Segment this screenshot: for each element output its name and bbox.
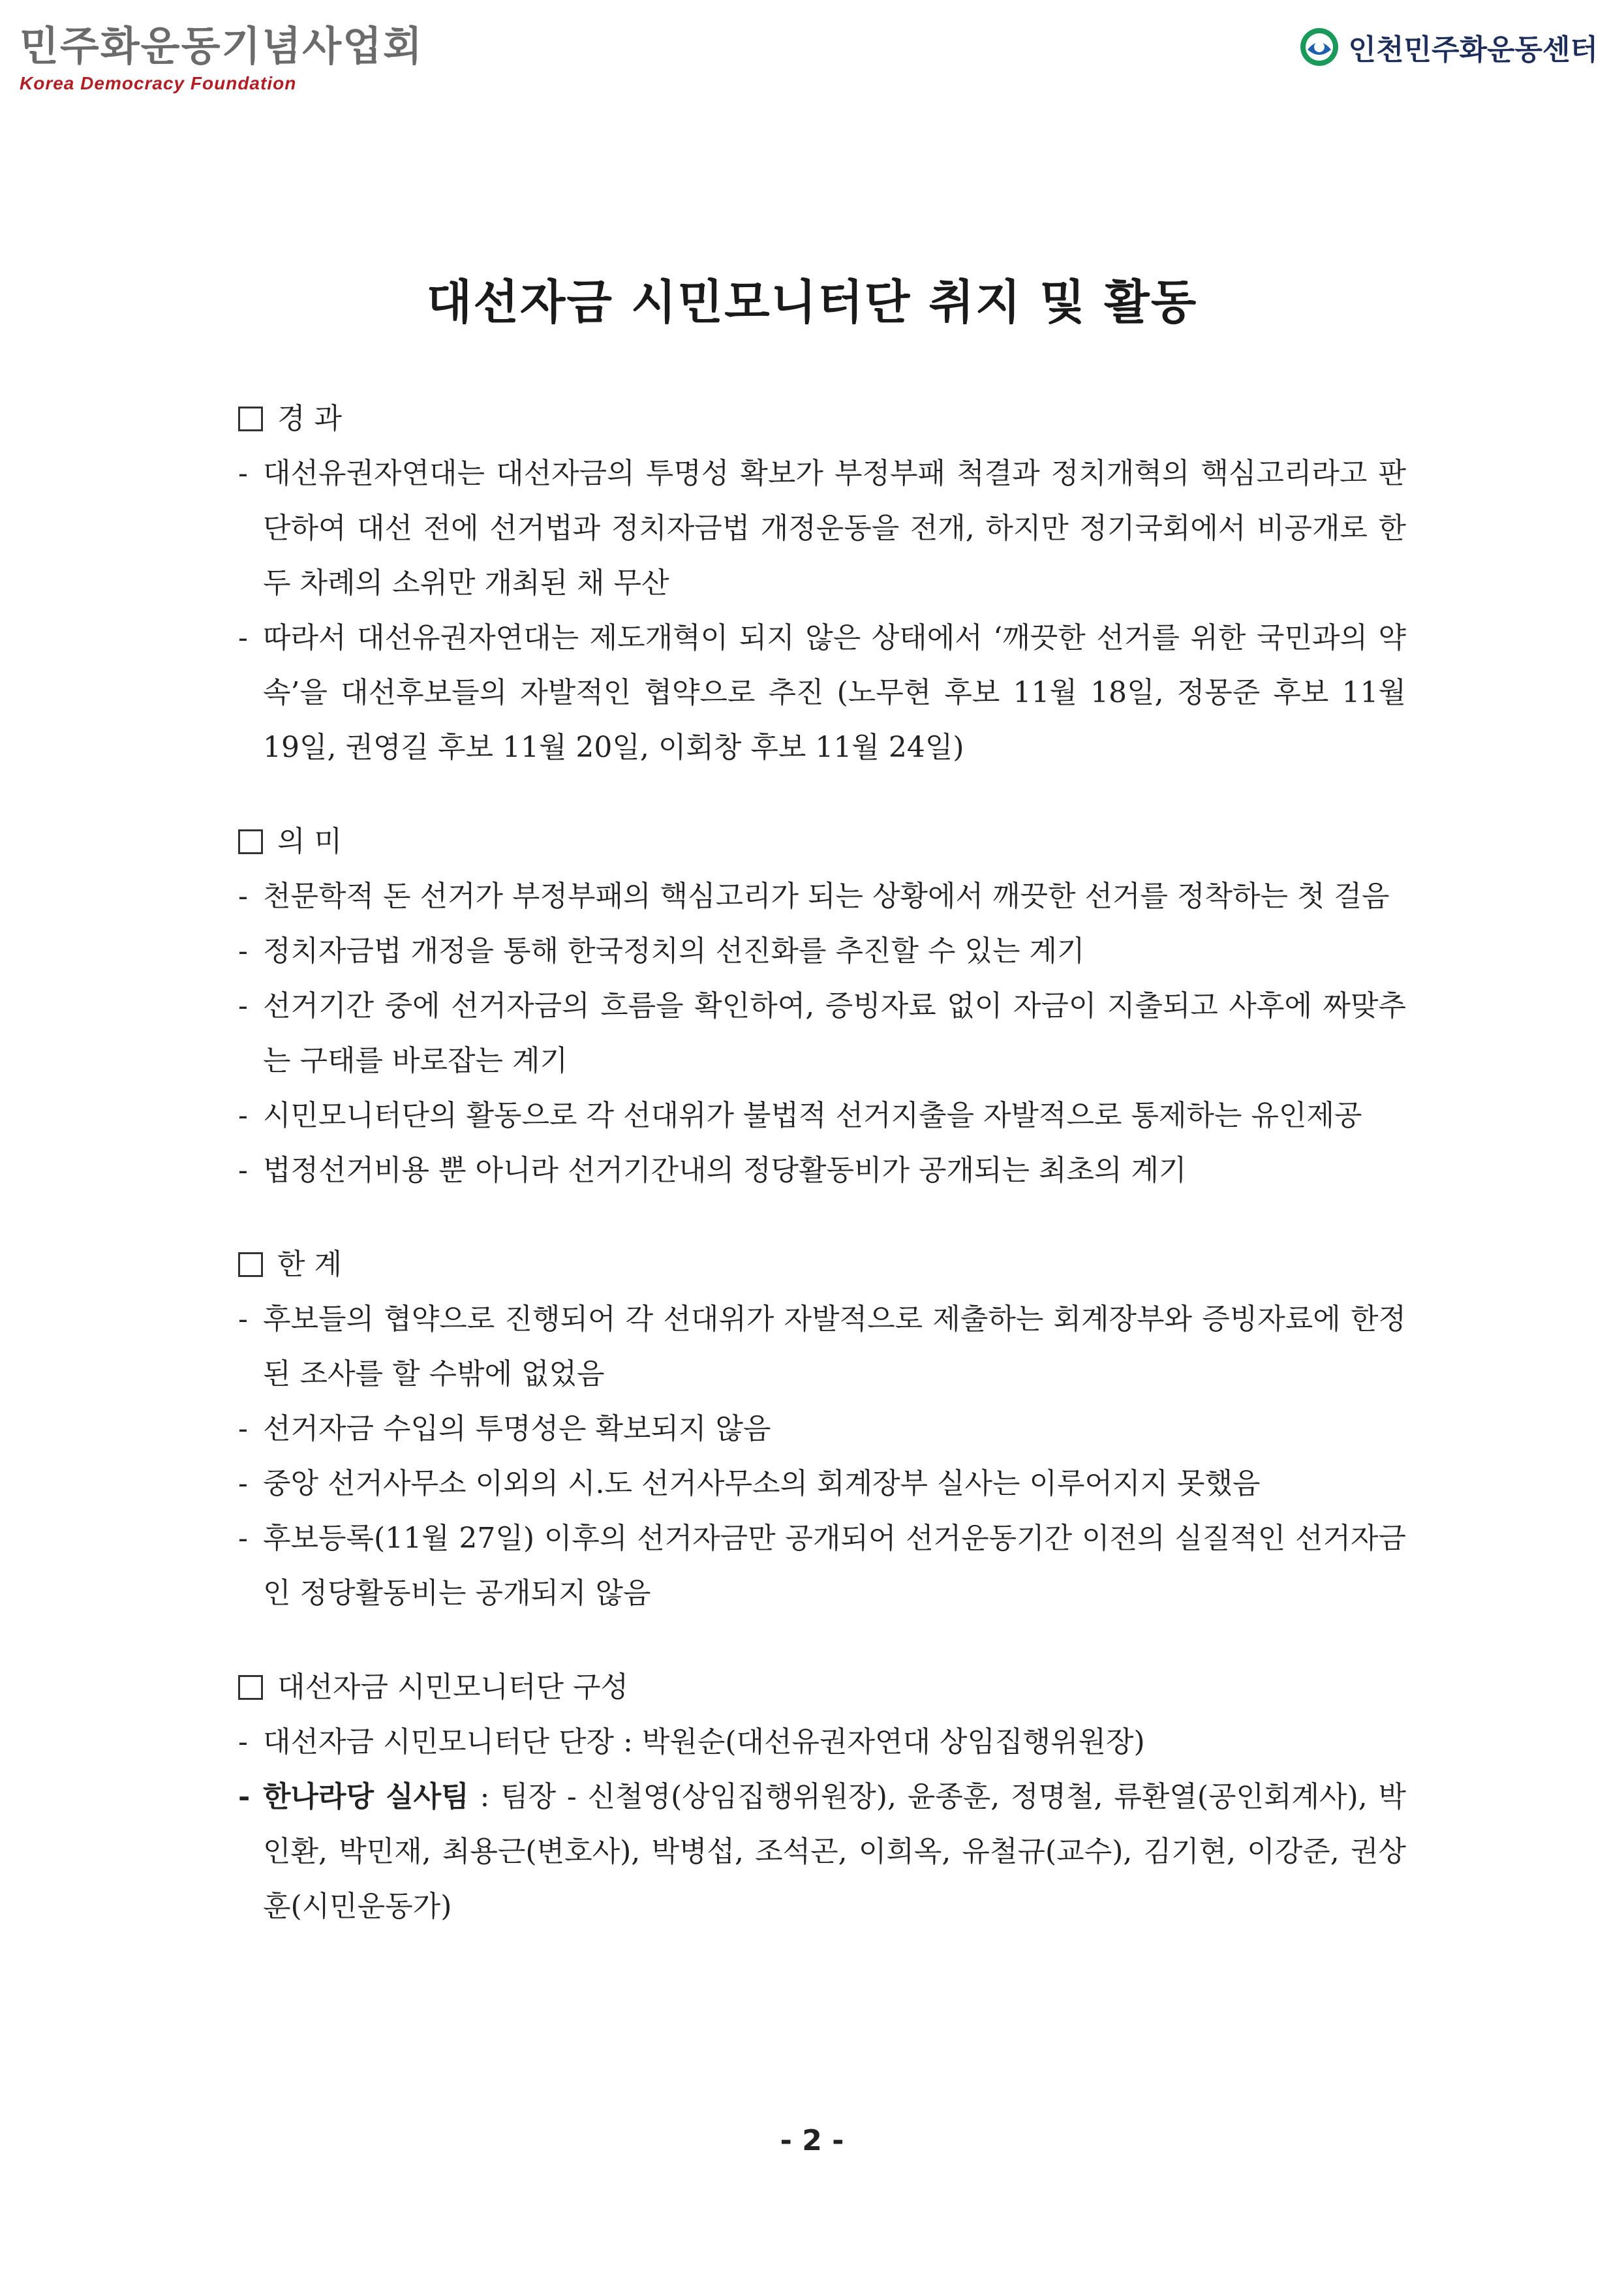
list-item-text: 정치자금법 개정을 통해 한국정치의 선진화를 추진할 수 있는 계기 xyxy=(263,934,1085,968)
checkbox-square-icon xyxy=(238,829,263,854)
list-item: - 중앙 선거사무소 이외의 시.도 선거사무소의 회계장부 실사는 이루어지지 못했음 xyxy=(238,1467,1261,1500)
list-item-text: 선거자금 수입의 투명성은 확보되지 않음 xyxy=(263,1412,771,1445)
list-item: - 시민모니터단의 활동으로 각 선대위가 불법적 선거지출을 자발적으로 통제하는 유인제공 xyxy=(238,1099,1362,1132)
checkbox-square-icon xyxy=(238,407,263,431)
logo-left-english: Korea Democracy Foundation xyxy=(20,73,297,93)
list-item-text: 대선유권자연대는 대선자금의 투명성 확보가 부정부패 척결과 정치개혁의 핵심고리라고 판단하여 대선 전에 선거법과 정치자금법 개정운동을 전개, 하지만 정기국회에서 비공개로 한두 차례의 소위만 개최된 채 무산 xyxy=(263,457,1406,600)
section-heading xyxy=(238,814,1406,869)
section-heading-text: 의 미 xyxy=(277,825,342,858)
checkbox-square-icon xyxy=(238,1252,263,1277)
section-limits xyxy=(238,1237,1406,1621)
section-progress xyxy=(238,392,1406,775)
logo-left-korean: 민주화운동기념사업회 xyxy=(20,22,423,70)
list-item-text: 천문학적 돈 선거가 부정부패의 핵심고리가 되는 상황에서 깨끗한 선거를 정착하는 첫 걸음 xyxy=(263,880,1390,913)
logo-incheon-democracy-center xyxy=(1298,26,1598,68)
document-title: 대선자금 시민모니터단 취지 및 활동 xyxy=(426,275,1198,330)
section-heading-text: 대선자금 시민모니터단 구성 xyxy=(277,1670,629,1704)
list-item-text: 후보들의 협약으로 진행되어 각 선대위가 자발적으로 제출하는 회계장부와 증빙자료에 한정된 조사를 할 수밖에 없었음 xyxy=(263,1302,1406,1391)
list-item-text: 후보등록(11월 27일) 이후의 선거자금만 공개되어 선거운동기간 이전의 실질적인 선거자금인 정당활동비는 공개되지 않음 xyxy=(263,1522,1406,1610)
section-heading xyxy=(238,1237,1406,1292)
document-body xyxy=(238,392,1406,1973)
list-item-text: 따라서 대선유권자연대는 제도개혁이 되지 않은 상태에서 ‘깨끗한 선거를 위한 국민과의 약속’을 대선후보들의 자발적인 협약으로 추진 (노무현 후보 11월 18일, 정몽준 후보 11월 19일, 권영길 후보 11월 20일, 이회창 후보 11월 24일) xyxy=(263,621,1406,764)
list-item: - 대선유권자연대는 대선자금의 투명성 확보가 부정부패 척결과 정치개혁의 핵심고리라고 판단하여 대선 전에 선거법과 정치자금법 개정운동을 전개, 하지만 정기국회에서 비공개로 한두 차례의 소위만 개최된 채 무산 xyxy=(238,457,1406,600)
list-item: - 선거기간 중에 선거자금의 흐름을 확인하여, 증빙자료 없이 자금이 지출되고 사후에 짜맞추는 구태를 바로잡는 계기 xyxy=(238,989,1406,1077)
team-label: 한나라당 실사팀 xyxy=(263,1780,469,1813)
page-number: - 2 - xyxy=(780,2124,844,2157)
list-item-text: 선거기간 중에 선거자금의 흐름을 확인하여, 증빙자료 없이 자금이 지출되고 사후에 짜맞추는 구태를 바로잡는 계기 xyxy=(263,989,1406,1077)
section-composition xyxy=(238,1660,1406,1934)
list-item: - 법정선거비용 뿐 아니라 선거기간내의 정당활동비가 공개되는 최초의 계기 xyxy=(238,1154,1187,1187)
list-item: - 정치자금법 개정을 통해 한국정치의 선진화를 추진할 수 있는 계기 xyxy=(238,934,1085,968)
list-item-text: 중앙 선거사무소 이외의 시.도 선거사무소의 회계장부 실사는 이루어지지 못했음 xyxy=(263,1467,1261,1500)
logo-right-text: 인천민주화운동센터 xyxy=(1348,33,1598,67)
checkbox-square-icon xyxy=(238,1675,263,1700)
list-item-text: 대선자금 시민모니터단 단장 : 박원순(대선유권자연대 상임집행위원장) xyxy=(263,1725,1145,1759)
list-item-text: 시민모니터단의 활동으로 각 선대위가 불법적 선거지출을 자발적으로 통제하는 유인제공 xyxy=(263,1099,1362,1132)
list-item: - 따라서 대선유권자연대는 제도개혁이 되지 않은 상태에서 ‘깨끗한 선거를 위한 국민과의 약속’을 대선후보들의 자발적인 협약으로 추진 (노무현 후보 11월 18일, 정몽준 후보 11월 19일, 권영길 후보 11월 20일, 이회창 후보 11월 24일) xyxy=(238,621,1406,764)
list-item-text: 법정선거비용 뿐 아니라 선거기간내의 정당활동비가 공개되는 최초의 계기 xyxy=(263,1154,1187,1187)
list-item: - 후보들의 협약으로 진행되어 각 선대위가 자발적으로 제출하는 회계장부와 증빙자료에 한정된 조사를 할 수밖에 없었음 xyxy=(238,1302,1406,1391)
section-heading xyxy=(238,1660,1406,1715)
list-item: - 천문학적 돈 선거가 부정부패의 핵심고리가 되는 상황에서 깨끗한 선거를 정착하는 첫 걸음 xyxy=(238,880,1390,913)
team-members-text: : 팀장 - 신철영(상임집행위원장), 윤종훈, 정명철, 류환열(공인회계사), 박인환, 박민재, 최용근(변호사), 박병섭, 조석곤, 이희옥, 유철규(교수), 김기현, 이강준, 권상훈(시민운동가) xyxy=(263,1780,1407,1923)
list-item: - 대선자금 시민모니터단 단장 : 박원순(대선유권자연대 상임집행위원장) xyxy=(238,1725,1145,1759)
list-item-team: - 한나라당 실사팀 : 팀장 - 신철영(상임집행위원장), 윤종훈, 정명철, 류환열(공인회계사), 박인환, 박민재, 최용근(변호사), 박병섭, 조석곤, 이희옥, 유철규(교수), 김기현, 이강준, 권상훈(시민운동가) xyxy=(238,1780,1407,1923)
logo-korea-democracy-foundation xyxy=(20,22,423,94)
list-item: - 선거자금 수입의 투명성은 확보되지 않음 xyxy=(238,1412,771,1445)
section-heading xyxy=(238,392,1406,446)
list-item: - 후보등록(11월 27일) 이후의 선거자금만 공개되어 선거운동기간 이전의 실질적인 선거자금인 정당활동비는 공개되지 않음 xyxy=(238,1522,1406,1610)
section-meaning xyxy=(238,814,1406,1198)
section-heading-text: 한 계 xyxy=(277,1248,342,1281)
center-emblem-icon xyxy=(1298,26,1340,68)
section-heading-text: 경 과 xyxy=(277,402,342,435)
